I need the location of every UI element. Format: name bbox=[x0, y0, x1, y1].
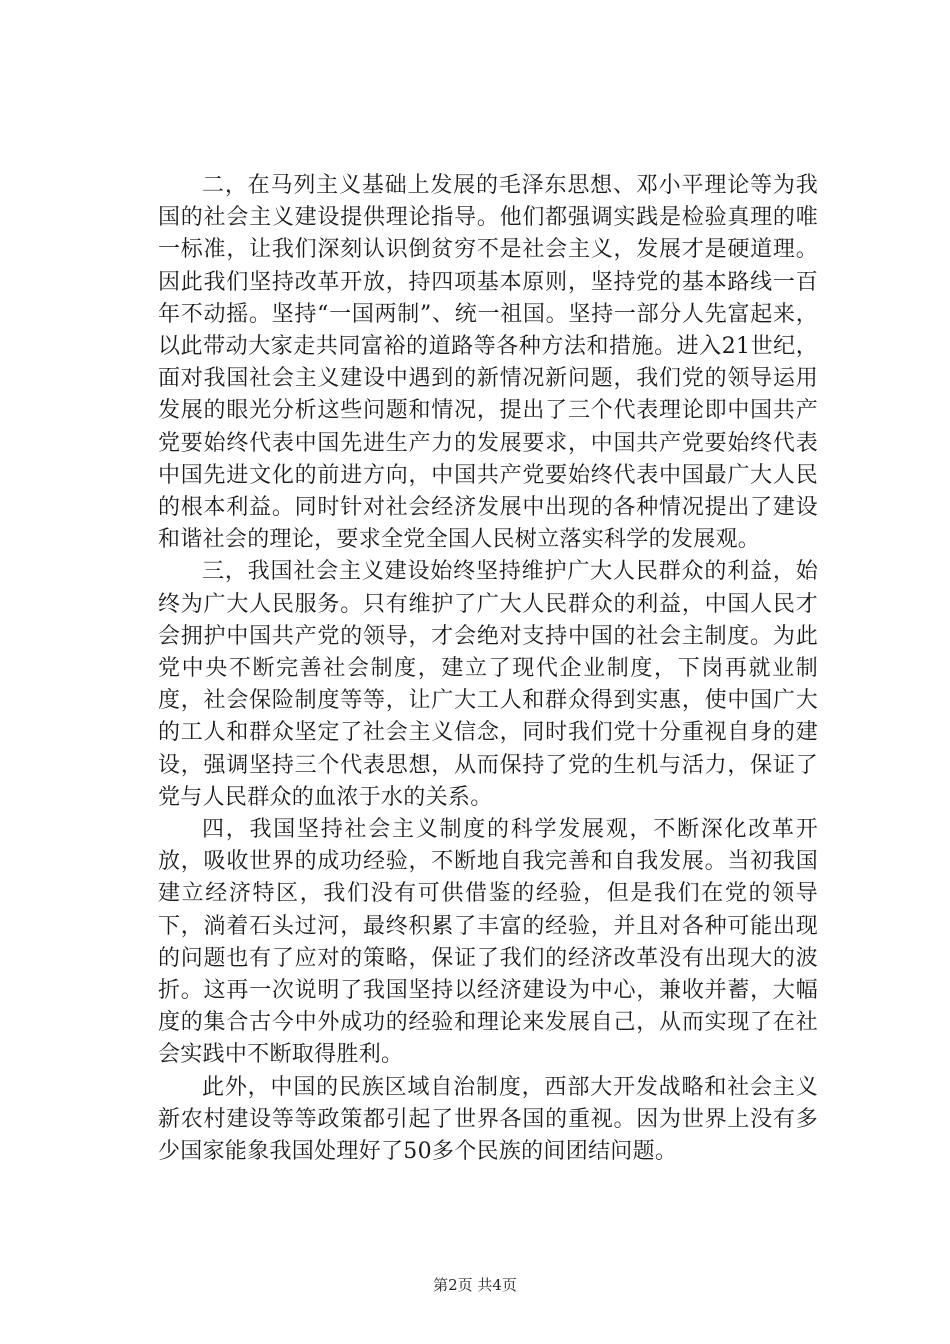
paragraph-4: 四，我国坚持社会主义制度的科学发展观，不断深化改革开放，吸收世界的成功经验，不断地自我完善和自我发展。当初我国建立经济特区，我们没有可供借鉴的经验，但是我们在党的领导下，淌着石头过河，最终积累了丰富的经验，并且对各种可能出现的问题也有了应对的策略，保证了我们的经济改革没有出现大的波折。这再一次说明了我国坚持以经济建设为中心，兼收并蓄，大幅度的集合古今中外成功的经验和理论来发展自己，从而实现了在社会实践中不断取得胜利。 bbox=[158, 817, 818, 1068]
document-body bbox=[158, 170, 818, 1168]
page-number-footer: 第2页 共4页 bbox=[433, 1276, 517, 1294]
paragraph-2: 二，在马列主义基础上发展的毛泽东思想、邓小平理论等为我国的社会主义建设提供理论指导。他们都强调实践是检验真理的唯一标准，让我们深刻认识倒贫穷不是社会主义，发展才是硬道理。因此我们坚持改革开放，持四项基本原则，坚持党的基本路线一百年不动摇。坚持“一国两制”、统一祖国。坚持一部分人先富起来，以此带动大家走共同富裕的道路等各种方法和措施。进入21世纪，面对我国社会主义建设中遇到的新情况新问题，我们党的领导运用发展的眼光分析这些问题和情况，提出了三个代表理论即中国共产党要始终代表中国先进生产力的发展要求，中国共产党要始终代表中国先进文化的前进方向，中国共产党要始终代表中国最广大人民的根本利益。同时针对社会经济发展中出现的各种情况提出了建设和谐社会的理论，要求全党全国人民树立落实科学的发展观。 bbox=[158, 173, 818, 553]
paragraph-additional: 此外，中国的民族区域自治制度，西部大开发战略和社会主义新农村建设等等政策都引起了世界各国的重视。因为世界上没有多少国家能象我国处理好了50多个民族的间团结问题。 bbox=[158, 1074, 818, 1165]
paragraph-3: 三，我国社会主义建设始终坚持维护广大人民群众的利益，始终为广大人民服务。只有维护了广大人民群众的利益，中国人民才会拥护中国共产党的领导，才会绝对支持中国的社会主制度。为此党中央不断完善社会制度，建立了现代企业制度，下岗再就业制度，社会保险制度等等，让广大工人和群众得到实惠，使中国广大的工人和群众坚定了社会主义信念，同时我们党十分重视自身的建设，强调坚持三个代表思想，从而保持了党的生机与活力，保证了党与人民群众的血浓于水的关系。 bbox=[158, 559, 818, 810]
